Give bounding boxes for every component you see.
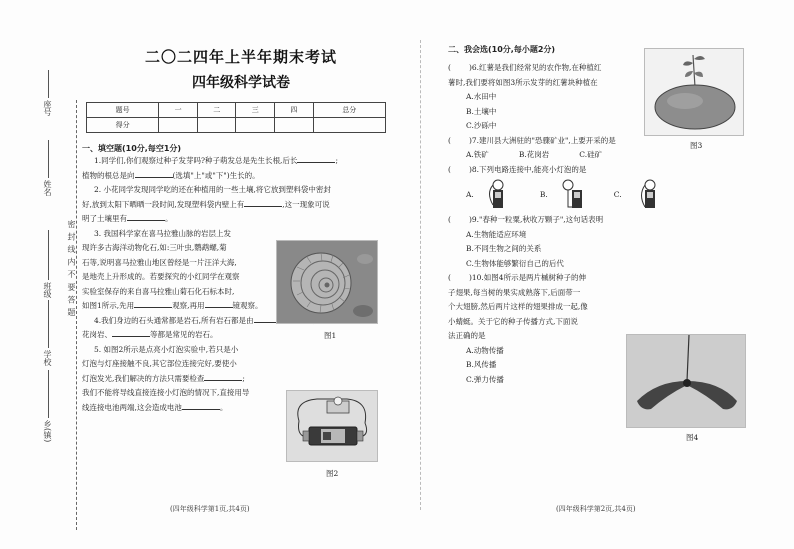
question-3-line: 现许多古海洋动物化石,如:三叶虫,鹦鹉螺,菊: [82, 243, 227, 252]
question-5-line: 我们不能将导线直接连接小灯泡的情况下,直接用导: [82, 388, 250, 397]
answer-blank[interactable]: [182, 402, 220, 410]
q7-text: )7.建川县大洲驻的"恐骤矿业",上要开采的是: [468, 135, 616, 145]
option-6a[interactable]: A.水田中: [466, 92, 497, 101]
option-10c[interactable]: C.弹力传播: [466, 374, 504, 384]
seat-label: 座号: [43, 100, 52, 116]
question-10-line: 个大翅膀,然后两片这样的翅果排成一起,像: [448, 302, 588, 311]
answer-paren-open: (: [448, 135, 451, 145]
fig1-caption: 图1: [324, 331, 337, 340]
score-cell: 二: [197, 103, 236, 118]
answer-paren-open: (: [448, 164, 451, 174]
q1-text: (选填"上"或"下")生长的。: [172, 170, 260, 180]
fig3-sweet-potato-image: [644, 48, 744, 136]
q2-text: 明了土壤里有: [82, 214, 127, 223]
seal-line: [76, 100, 77, 530]
q6-text: )6.红薯是我们经常见的农作物,在种植红: [468, 63, 602, 72]
q5-text: 灯泡发光,我们解决的方法只需要检查: [82, 373, 205, 383]
samara-illustration: [627, 335, 745, 427]
question-2-cont2: [82, 212, 400, 227]
fig2-circuit-image: [286, 390, 378, 462]
score-cell: 四: [275, 103, 314, 118]
answer-paren-open: (: [448, 273, 451, 282]
fig3-caption: 图3: [690, 141, 703, 150]
answer-blank[interactable]: [135, 170, 173, 178]
q8-text: )8.下列电路连接中,能亮小灯泡的是: [468, 164, 587, 174]
question-10-block: [448, 271, 626, 387]
score-input[interactable]: [313, 118, 385, 133]
question-10-line: 小蜻蜓。关于它的种子传播方式,下面说: [448, 316, 578, 326]
option-10a[interactable]: A.动物传播: [466, 345, 504, 355]
option-10b[interactable]: B.风传播: [466, 360, 497, 369]
question-3-line: 是地壳上升形成的。若要探究的小红同学在观察: [82, 272, 240, 281]
q3-text: 如图1所示,先用: [82, 301, 135, 310]
answer-blank[interactable]: [297, 155, 335, 163]
answer-paren-open: (: [448, 63, 451, 72]
answer-blank[interactable]: [204, 373, 242, 381]
score-input[interactable]: [159, 118, 198, 133]
q2-text: 2. 小花同学发现同学吃的还在种植用的一些土壤,将它放到塑料袋中密封: [94, 185, 331, 194]
option-6c[interactable]: C.沙砾中: [466, 121, 497, 130]
option-6b[interactable]: B.土壤中: [466, 106, 497, 116]
score-cell: 一: [159, 103, 198, 118]
page-divider: [420, 40, 421, 510]
section1-title: 一、填空题(10分,每空1分): [82, 144, 182, 153]
option-8b[interactable]: B.: [539, 189, 548, 199]
question-6-line: 薯时,我们要将如图3所示发芽的红薯块种植在: [448, 77, 598, 87]
question-9: [448, 213, 778, 228]
q2-text: 好,放到太阳下晒晒一段时间,发现塑料袋内壁上有: [82, 199, 245, 209]
name-field[interactable]: [48, 140, 49, 178]
q2-text: 。: [165, 214, 173, 223]
question-5-block: [82, 343, 278, 387]
question-3: 3. 我国科学家在喜马拉雅山脉的岩层上发: [94, 228, 232, 238]
circuit-illustration: [287, 391, 377, 461]
q1-text: 根,后长: [272, 156, 298, 165]
question-10: [448, 271, 626, 286]
q4-text: 4.我们身边的石头通常都是岩石,所有岩石都是由: [94, 315, 254, 325]
sweet-potato-illustration: [645, 49, 743, 135]
exam-title: 二〇二四年上半年期末考试: [144, 48, 337, 66]
answer-blank[interactable]: [127, 213, 165, 221]
class-label: 班级: [43, 282, 52, 298]
question-8-options: [448, 177, 778, 213]
question-8: [448, 163, 778, 178]
binding-strip: [10, 60, 80, 530]
question-3-line: 实验室保存的来自喜马拉雅山菊石化石标本时,: [82, 286, 235, 296]
fig4-caption: 图4: [686, 433, 699, 442]
score-table: [86, 102, 386, 133]
score-input[interactable]: [275, 118, 314, 133]
seat-field[interactable]: [48, 70, 49, 98]
q5-text: 线连接电池两端,这会造成电池: [82, 402, 182, 412]
answer-blank[interactable]: [205, 300, 233, 308]
fig4-samara-image: [626, 334, 746, 428]
question-4-cont: 花岗岩、 等都是常见的岩石。: [82, 330, 218, 339]
school-field[interactable]: [48, 300, 49, 348]
q1-text: 1.同学们,你们观察过种子发芽吗?种子萌发总是先生长: [94, 156, 273, 165]
question-1-cont: [82, 169, 400, 184]
footer-page-2: (四年级科学第2页,共4页): [556, 505, 636, 513]
question-2: [82, 183, 400, 198]
score-cell: 题号: [87, 103, 159, 118]
option-9c[interactable]: C.生物体能够繁衍自己的后代: [466, 258, 564, 268]
q1-text: 植物的根总是向: [82, 170, 135, 180]
option-8c[interactable]: C.: [613, 189, 622, 199]
q5-text: ;: [242, 373, 245, 383]
answer-blank[interactable]: [112, 329, 150, 337]
q9-text: )9."春种一粒粟,秋收万颗子",这句话表明: [468, 215, 604, 224]
fig1-ammonite-image: [276, 240, 378, 324]
answer-paren-open: (: [448, 215, 451, 224]
name-label: 姓名: [43, 180, 52, 196]
question-1: 1.同学们,你们观察过种子发芽吗?种子萌发总是先生长根,后长 ;: [94, 156, 338, 165]
question-2-cont: [82, 198, 400, 213]
seal-text: 密 封 线 内 不 要 答 题: [67, 220, 76, 317]
answer-blank[interactable]: [134, 300, 172, 308]
question-10-line: 法正确的是: [448, 331, 486, 340]
circuit-b-icon: [554, 179, 590, 211]
score-cell: 三: [236, 103, 275, 118]
class-field[interactable]: [48, 230, 49, 280]
school-label: 学校: [43, 350, 52, 366]
q4-text: 花岗岩: [82, 330, 105, 339]
question-10-line: 子翅果,每当树的果实成熟落下,后面带一: [448, 287, 581, 297]
q3-text: 观察,再用: [172, 301, 205, 310]
score-table-score-row: [87, 118, 386, 133]
circuit-c-icon: [628, 179, 664, 211]
option-7b[interactable]: B.花岗岩: [518, 150, 550, 159]
footer-page-1: (四年级科学第1页,共4页): [170, 505, 250, 513]
answer-blank[interactable]: [244, 199, 282, 207]
ammonite-illustration: [277, 241, 377, 323]
question-5: 5. 如图2所示是点亮小灯泡实验中,若只是小: [94, 344, 239, 354]
town-field[interactable]: [48, 370, 49, 418]
q2-text: ,这一现象可说: [282, 199, 330, 209]
q3-text: 镜观察。: [232, 301, 263, 310]
q4-text: 等都是常见的岩石。: [150, 330, 218, 339]
option-7a[interactable]: A.铁矿: [466, 150, 489, 159]
left-column: [82, 46, 400, 415]
question-3-block: [82, 227, 270, 300]
circuit-a-icon: [480, 179, 516, 211]
score-input[interactable]: [236, 118, 275, 133]
score-row-label: 得分: [87, 118, 159, 133]
q10-text: )10.如图4所示是两片槭树种子的伸: [468, 273, 587, 282]
exam-subtitle: 四年级科学试卷: [192, 75, 290, 91]
q5-text: 。: [219, 402, 228, 412]
question-3-line: 石等,说明喜马拉雅山地区曾经是一片汪洋大海,: [82, 257, 237, 267]
town-label: 乡(镇): [43, 420, 52, 443]
score-cell: 总分: [313, 103, 385, 118]
score-input[interactable]: [197, 118, 236, 133]
option-8a[interactable]: A.: [466, 189, 474, 199]
section2-title: 二、我会选(10分,每小题2分): [448, 45, 556, 54]
fig2-caption: 图2: [326, 469, 339, 478]
score-table-header-row: [87, 103, 386, 118]
option-9b[interactable]: B.不同生物之间的关系: [466, 244, 542, 253]
question-7-options: [448, 148, 778, 163]
option-7c[interactable]: C.硅矿: [579, 150, 603, 159]
question-5-line: [82, 372, 278, 387]
question-5-line: 灯泡与灯座接触不良,其它部位连接完好,要使小: [82, 359, 237, 368]
option-9a[interactable]: A.生物能适应环境: [466, 229, 527, 239]
